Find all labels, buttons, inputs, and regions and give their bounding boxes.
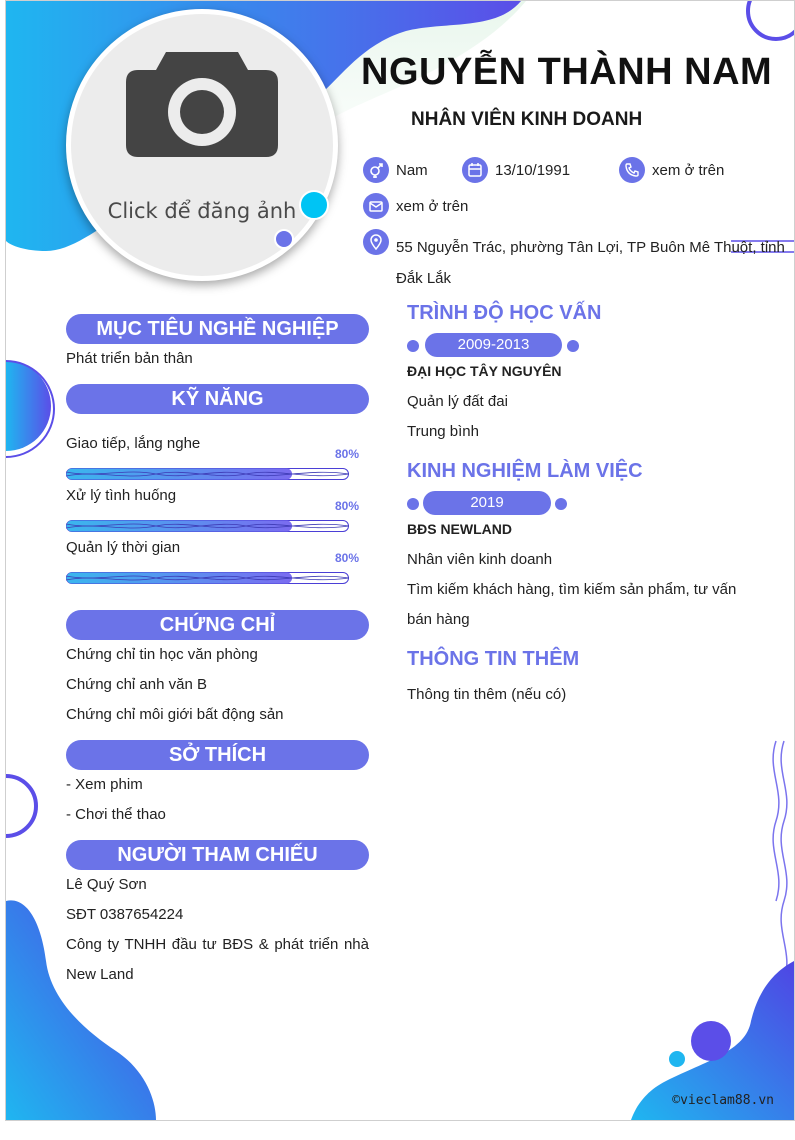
skills-heading: KỸ NĂNG [66, 384, 369, 414]
references-heading: NGƯỜI THAM CHIẾU [66, 840, 369, 870]
calendar-icon [462, 157, 488, 183]
reference-name: Lê Quý Sơn [66, 876, 147, 893]
location-pin-icon [363, 229, 389, 255]
email-value: xem ở trên [396, 197, 469, 215]
education-major: Quản lý đất đai [407, 393, 508, 410]
certificate-item: Chứng chỉ tin học văn phòng [66, 646, 258, 663]
gender-row [363, 157, 428, 183]
timeline-dot [407, 340, 419, 352]
hobby-item: - Chơi thể thao [66, 806, 166, 823]
experience-heading: KINH NGHIỆM LÀM VIỆC [407, 460, 643, 482]
experience-period: 2019 [423, 491, 551, 515]
phone-value: xem ở trên [652, 161, 725, 179]
objective-heading: MỤC TIÊU NGHỀ NGHIỆP [66, 314, 369, 344]
upload-photo-label: Click để đăng ảnh [107, 199, 297, 223]
phone-row [619, 157, 724, 183]
birthday-row [462, 157, 570, 183]
education-grade: Trung bình [407, 423, 479, 440]
address-value: 55 Nguyễn Trác, phường Tân Lợi, TP Buôn Mê Thuột, tỉnh Đắk Lắk [396, 239, 785, 287]
gender-icon [363, 157, 389, 183]
certificate-item: Chứng chỉ anh văn B [66, 676, 207, 693]
skill-percent: 80% [335, 447, 360, 461]
skill-progress-bar [66, 468, 349, 480]
job-title: NHÂN VIÊN KINH DOANH [411, 109, 643, 130]
birthday-value: 13/10/1991 [495, 161, 571, 179]
timeline-dot [567, 340, 579, 352]
reference-company: Công ty TNHH đầu tư BĐS & phát triển nhà [66, 936, 369, 953]
full-name: NGUYỄN THÀNH NAM [361, 51, 773, 93]
skill-progress-bar [66, 572, 349, 584]
email-icon [363, 193, 389, 219]
timeline-dot [555, 498, 567, 510]
camera-icon [126, 52, 278, 157]
skill-name: Quản lý thời gian [66, 539, 181, 556]
email-row [363, 193, 468, 219]
objective-text: Phát triển bản thân [66, 350, 193, 367]
experience-description: Tìm kiếm khách hàng, tìm kiếm sản phẩm, tư vấn [407, 581, 737, 598]
gender-value: Nam [396, 161, 428, 179]
phone-icon [619, 157, 645, 183]
skill-name: Xử lý tình huống [66, 487, 177, 504]
address-row [363, 229, 389, 255]
education-period: 2009-2013 [425, 333, 562, 357]
extra-info-heading: THÔNG TIN THÊM [407, 648, 580, 670]
experience-position: Nhân viên kinh doanh [407, 551, 553, 568]
watermark: ©vieclam88.vn [672, 1093, 774, 1108]
profile-photo-placeholder[interactable] [66, 9, 338, 281]
skill-percent: 80% [335, 499, 360, 513]
skill-percent: 80% [335, 551, 360, 565]
school-name: ĐẠI HỌC TÂY NGUYÊN [407, 363, 562, 379]
skill-progress-bar [66, 520, 349, 532]
education-heading: TRÌNH ĐỘ HỌC VẤN [407, 302, 602, 324]
decor-dot-cyan [299, 190, 329, 220]
reference-phone: SĐT 0387654224 [66, 906, 184, 923]
extra-info-text: Thông tin thêm (nếu có) [407, 686, 567, 703]
company-name: BĐS NEWLAND [407, 521, 512, 537]
certificate-item: Chứng chỉ môi giới bất động sản [66, 706, 284, 723]
certificates-heading: CHỨNG CHỈ [66, 610, 369, 640]
skill-name: Giao tiếp, lắng nghe [66, 435, 201, 452]
timeline-dot [407, 498, 419, 510]
experience-description-cont: bán hàng [407, 611, 470, 628]
hobbies-heading: SỞ THÍCH [66, 740, 369, 770]
reference-company-cont: New Land [66, 966, 134, 983]
decor-dot-blue [274, 229, 294, 249]
cv-page [5, 0, 795, 1121]
hobby-item: - Xem phim [66, 776, 143, 793]
